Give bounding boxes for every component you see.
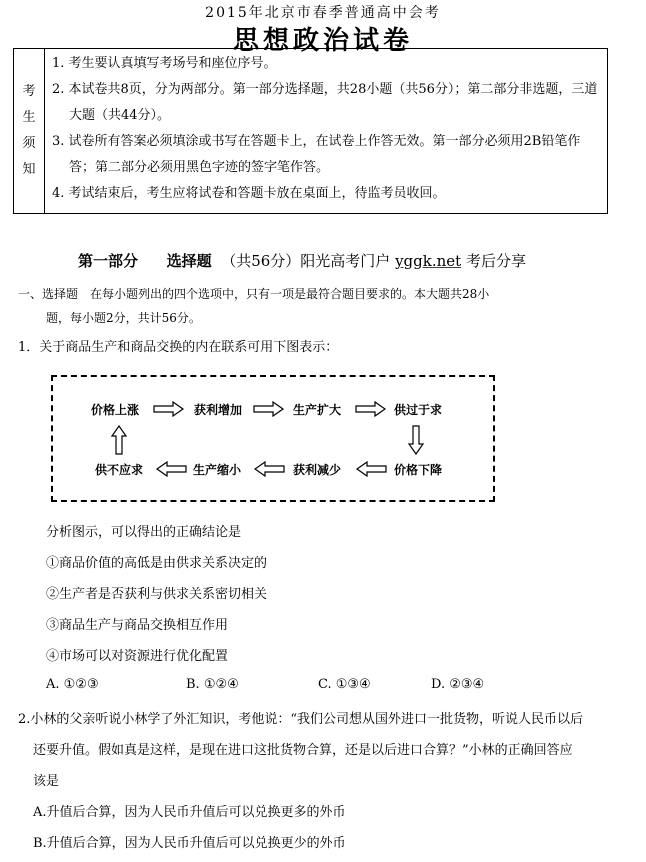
notice-item: 3. 试卷所有答案必须填涂或书写在答题卡上，在试卷上作答无效。第一部分必须用2B铅笔作答；第二部分必须用黑色字迹的签字笔作答。 [52, 134, 581, 175]
section-heading [78, 250, 526, 271]
notice-item: 2. 本试卷共8页，分为两部分。第一部分选择题，共28小题（共56分）；第二部分非选题，三道大题（共44分）。 [52, 82, 598, 123]
q2-option-a[interactable]: A.升值后合算，因为人民币升值后可以兑换更多的外币 [33, 805, 346, 820]
diagram-node: 获利增加 [194, 403, 243, 417]
arrow-up-icon [111, 425, 127, 455]
diagram-node: 生产缩小 [193, 463, 242, 477]
arrow-left-icon [355, 461, 387, 477]
q1-option-a[interactable]: A. ①②③ [46, 677, 99, 692]
arrow-right-icon [153, 401, 185, 417]
section-type: 选择题 [166, 252, 212, 270]
diagram-node: 价格上涨 [91, 403, 140, 417]
notice-side-char: 考 [22, 84, 36, 99]
notice-items [52, 51, 603, 207]
section-part: 第一部分 [78, 252, 139, 270]
diagram-node: 生产扩大 [293, 403, 342, 417]
notice-side-char: 生 [22, 110, 36, 125]
arrow-right-icon [253, 401, 285, 417]
q2-stem: 还要升值。假如真是这样，是现在进口这批货物合算，还是以后进口合算？”小林的正确回答应 [33, 743, 573, 758]
instructions-line-2: 题，每小题2分，共计56分。 [46, 311, 201, 325]
arrow-down-icon [408, 425, 424, 455]
notice-side-label [14, 49, 45, 213]
q1-statement: ③商品生产与商品交换相互作用 [46, 618, 229, 633]
diagram-node: 供不应求 [95, 463, 144, 477]
source-link[interactable]: yggk.net [395, 252, 462, 270]
q2-stem: 该是 [33, 774, 60, 789]
arrow-left-icon [155, 461, 187, 477]
section-share: 考后分享 [465, 252, 526, 270]
q1-option-d[interactable]: D. ②③④ [431, 677, 485, 692]
diagram-node: 价格下降 [394, 463, 443, 477]
notice-item: 4. 考试结束后，考生应将试卷和答题卡放在桌面上，待监考员收回。 [52, 186, 446, 201]
q1-statement: ②生产者是否获利与供求关系密切相关 [46, 587, 268, 602]
q1-option-c[interactable]: C. ①③④ [318, 677, 371, 692]
q2-stem: 2.小林的父亲听说小林学了外汇知识，考他说：“我们公司想从国外进口一批货物，听说人民币以后 [18, 712, 584, 727]
q2-option-b[interactable]: B.升值后合算，因为人民币升值后可以兑换更少的外币 [33, 836, 346, 851]
q1-option-b[interactable]: B. ①②④ [186, 677, 239, 692]
section-score: （共56分）阳光高考门户 [221, 252, 391, 270]
q1-stem: 1．关于商品生产和商品交换的内在联系可用下图表示： [18, 340, 339, 355]
exam-year-title: 2015年北京市春季普通高中会考 [205, 5, 441, 21]
candidate-notice-box [13, 48, 608, 214]
notice-side-char: 知 [22, 162, 36, 177]
diagram-node: 获利减少 [293, 463, 342, 477]
arrow-left-icon [253, 461, 285, 477]
q1-prompt: 分析图示，可以得出的正确结论是 [46, 525, 242, 540]
q1-statement: ④市场可以对资源进行优化配置 [46, 649, 229, 664]
supply-demand-diagram [51, 375, 495, 502]
q1-statement: ①商品价值的高低是由供求关系决定的 [46, 556, 268, 571]
exam-main-title: 思想政治试卷 [232, 26, 413, 56]
instructions-line-1: 一、选择题 在每小题列出的四个选项中，只有一项是最符合题目要求的。本大题共28小 [18, 287, 490, 301]
notice-item: 1. 考生要认真填写考场号和座位序号。 [52, 56, 277, 71]
arrow-right-icon [355, 401, 387, 417]
notice-side-char: 须 [22, 136, 36, 151]
diagram-node: 供过于求 [394, 403, 443, 417]
